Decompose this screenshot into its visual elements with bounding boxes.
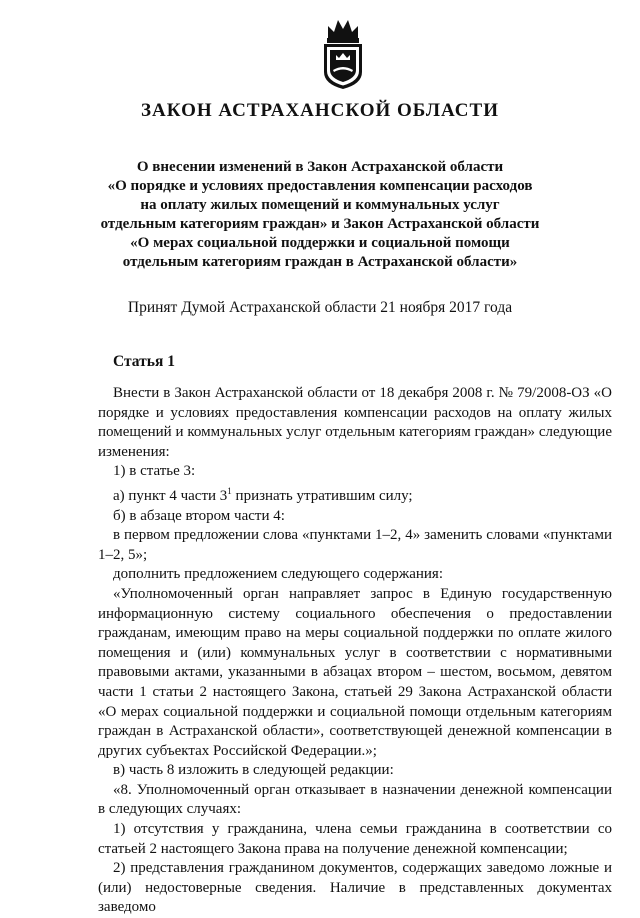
item-a-text: а) пункт 4 части 3 [113,487,228,504]
law-title: ЗАКОН АСТРАХАНСКОЙ ОБЛАСТИ [141,100,499,121]
paragraph-part-8-2: 2) представления гражданином документов, содержащих заведомо ложные и (или) недостоверные сведения. Наличие в представленных документах заведомо [98,860,612,916]
subject-line: О внесении изменений в Закон Астраханской области [136,159,504,175]
article-heading: Статья 1 [113,353,175,370]
subject-line: отдельным категориям граждан в Астраханской области» [122,254,518,270]
item-a-superscript: 1 [227,485,232,496]
paragraph-first-sentence: в первом предложении слова «пунктами 1–2, 4» заменить словами «пунктами 1–2, 5»; [98,527,612,563]
paragraph-supplement: дополнить предложением следующего содержания: [113,566,443,583]
paragraph-item-v: в) часть 8 изложить в следующей редакции: [113,762,394,779]
article-body [98,384,612,918]
subject-line: отдельным категориям граждан» и Закон Астраханской области [100,216,540,232]
law-subject [60,158,580,272]
paragraph-intro: Внести в Закон Астраханской области от 18 декабря 2008 г. № 79/2008-ОЗ «О порядке и условиях предоставления компенсации расходов на оплату жилых помещений и коммунальных услуг отдельным категориям граждан» следующие изменения: [98,385,612,460]
paragraph-item-b: б) в абзаце втором части 4: [113,507,285,524]
paragraph-part-8-1: 1) отсутствия у гражданина, члена семьи гражданина в соответствии со статьей 2 настоящего Закона права на получение денежной компенсации; [98,821,612,857]
subject-line: «О порядке и условиях предоставления компенсации расходов [107,178,533,194]
subject-line: «О мерах социальной поддержки и социальной помощи [130,235,510,251]
paragraph-part-8: «8. Уполномоченный орган отказывает в назначении денежной компенсации в следующих случаях: [98,781,612,818]
paragraph-quote: «Уполномоченный орган направляет запрос в Единую государственную информационную систему социального обеспечения о предоставлении гражданам, имеющим право на меры социальной поддержки по оплате жилого помещения и (или) коммунальных услуг в соответствии с нормативными правовыми актами, указанными в абзацах втором – шестом, восьмом, девятом части 1 статьи 2 настоящего Закона, статьей 29 Закона Астраханской области «О мерах социальной поддержки и социальной помощи отдельным категориям граждан в Астраханской области», соответствующей денежной компенсации в других субъектах Российской Федерации.»; [98,585,612,759]
item-a-text-end: признать утратившим силу; [231,487,413,504]
astrakhan-coat-of-arms-icon [318,14,368,90]
subject-line: на оплату жилых помещений и коммунальных услуг [140,197,500,213]
adoption-statement: Принят Думой Астраханской области 21 ноября 2017 года [127,299,513,316]
paragraph-item-a [98,482,612,507]
paragraph-item-1: 1) в статье 3: [113,463,196,480]
